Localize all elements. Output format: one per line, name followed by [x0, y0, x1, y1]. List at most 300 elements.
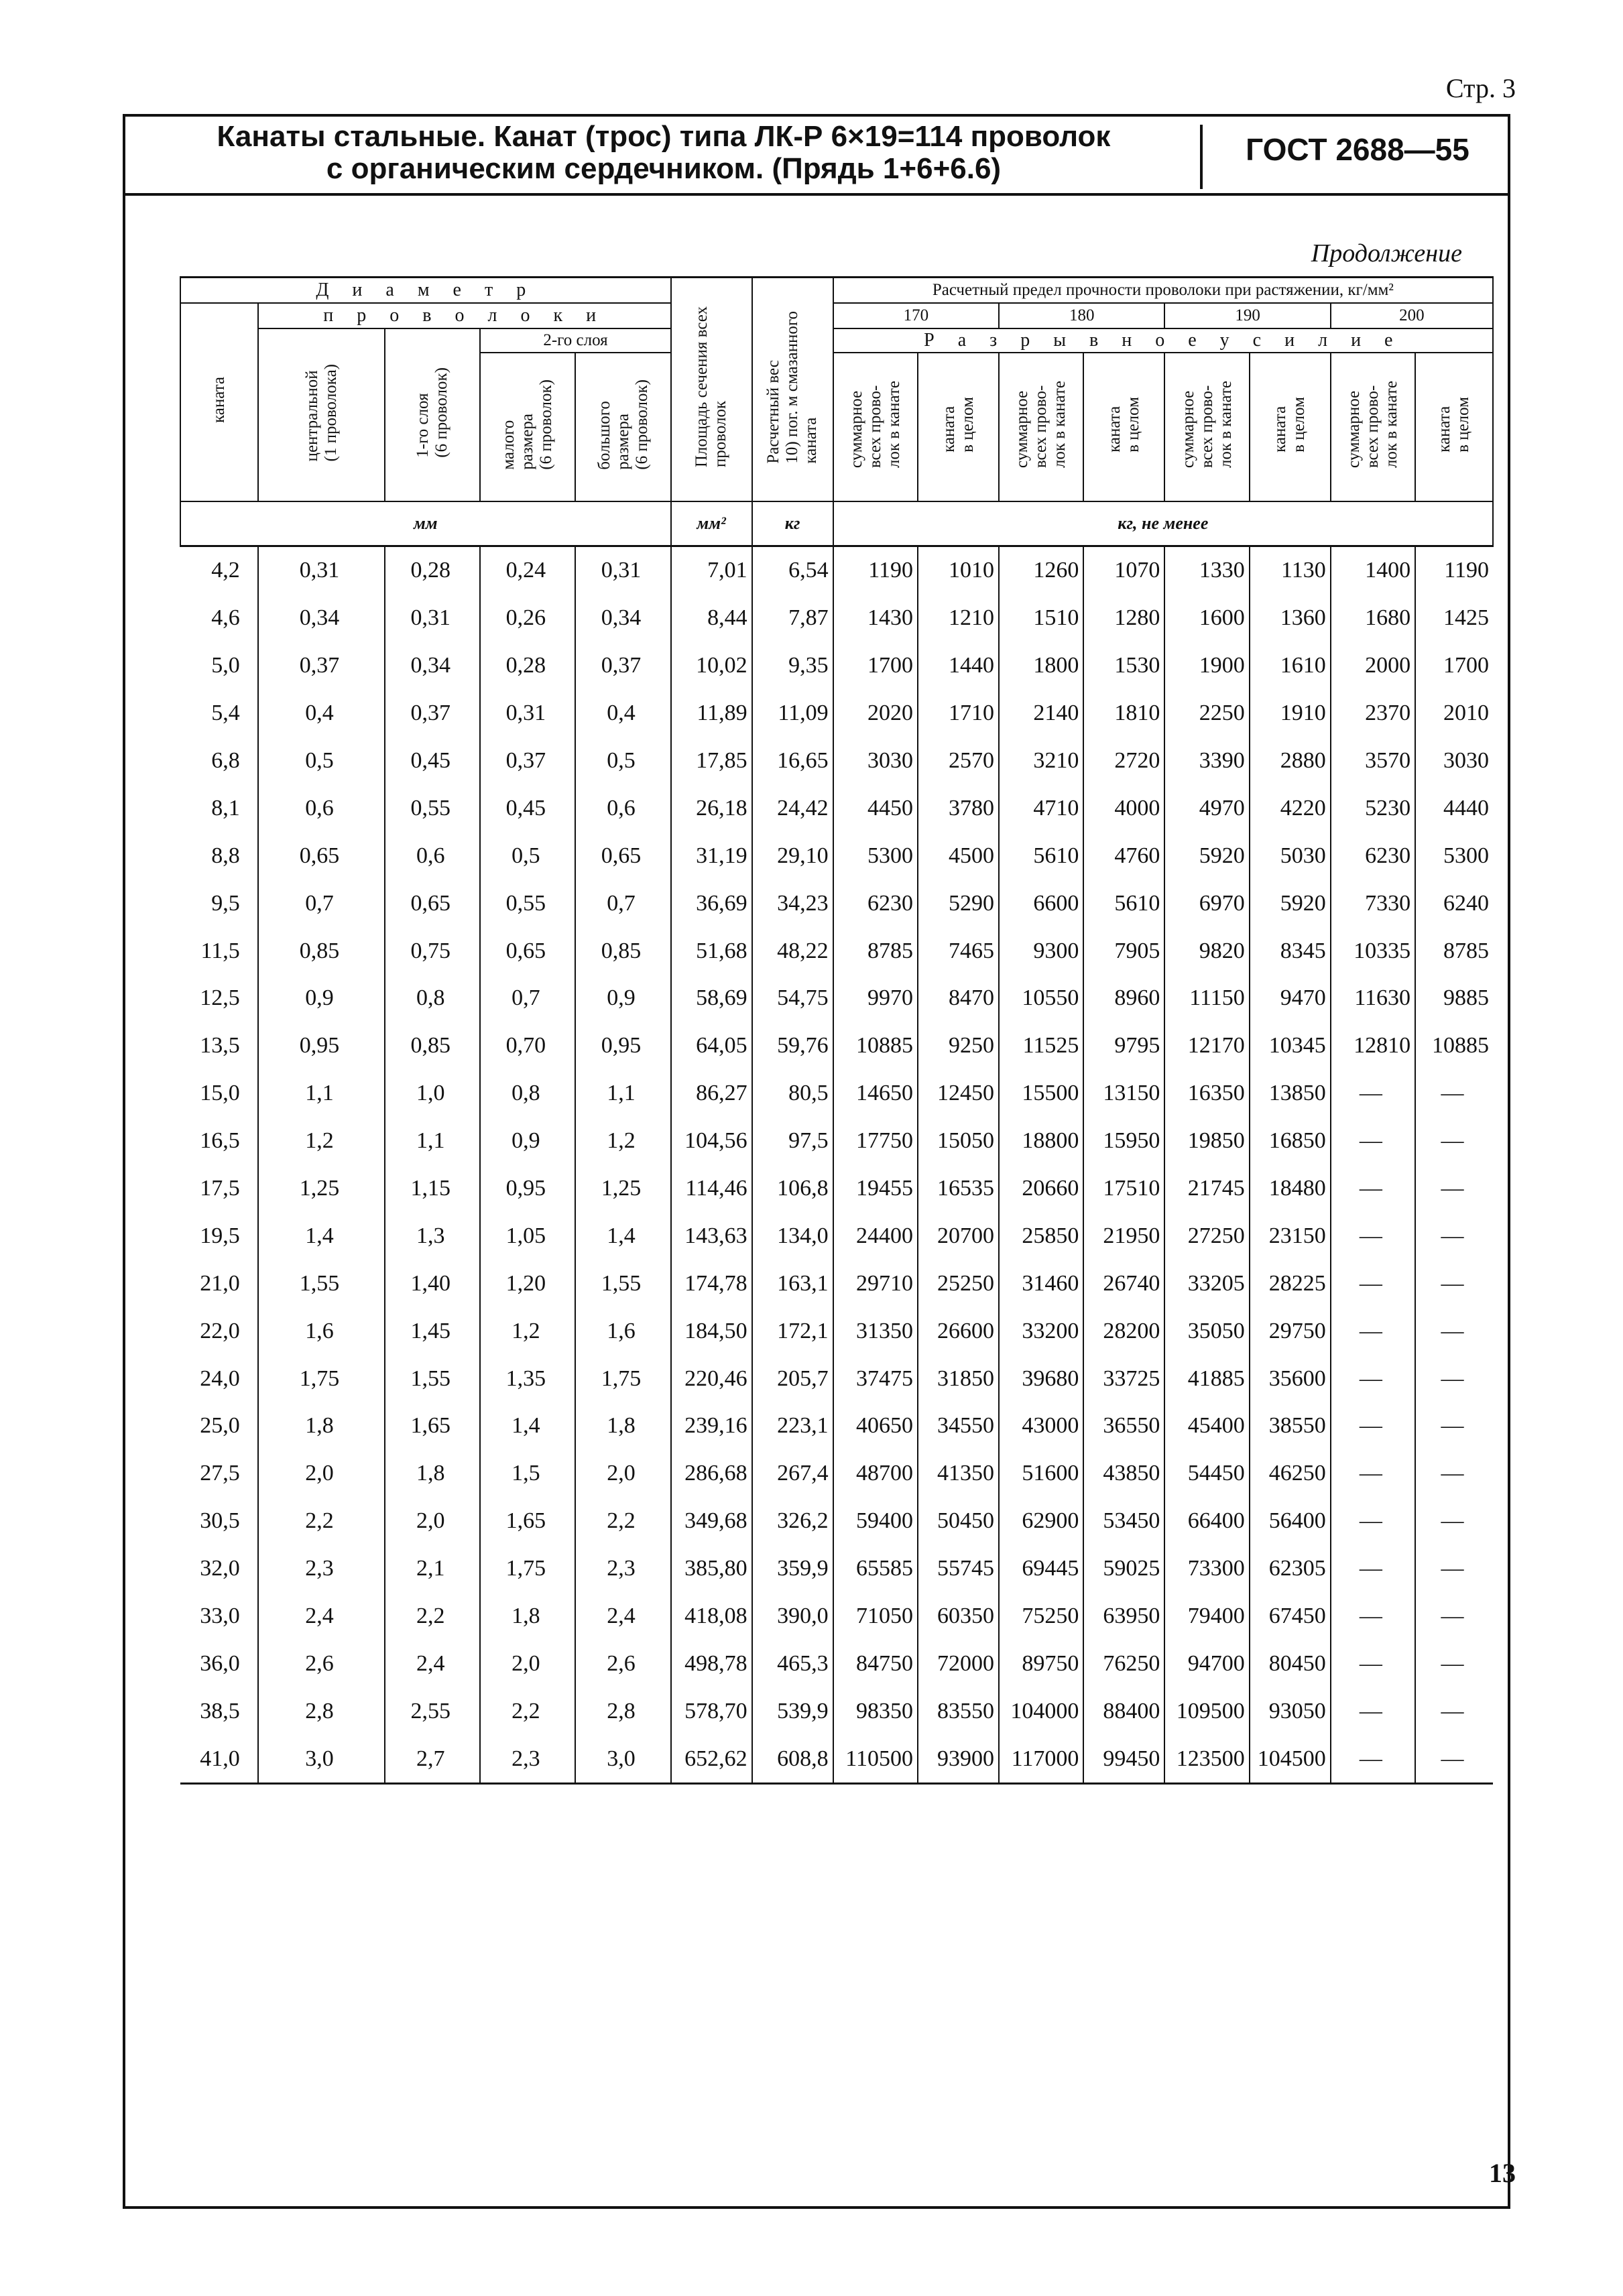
table-cell: 16,5 [200, 1128, 240, 1154]
table-cell: 0,95 [575, 1022, 670, 1070]
table-cell: 0,5 [258, 737, 385, 785]
table-cell: 8785 [833, 927, 918, 975]
table-row [180, 1593, 1493, 1640]
table-cell: 2,0 [480, 1640, 575, 1687]
table-cell: 7,87 [752, 595, 833, 642]
table-cell: 13150 [1083, 1070, 1164, 1117]
table-cell: 2,3 [575, 1545, 670, 1593]
table-row [180, 1735, 1493, 1783]
table-cell: 29,10 [752, 832, 833, 880]
table-cell: 21,0 [200, 1270, 240, 1296]
table-cell: 46250 [1250, 1450, 1331, 1498]
table-cell: — [1415, 1498, 1493, 1545]
table-cell: 6230 [833, 880, 918, 927]
table-cell: 2020 [833, 690, 918, 737]
table-cell: — [1331, 1450, 1415, 1498]
table-cell: 26740 [1083, 1260, 1164, 1307]
table-cell: 6,54 [752, 546, 833, 595]
table-cell: 48700 [833, 1450, 918, 1498]
head-s180: 180 [999, 303, 1164, 328]
table-cell: 28225 [1250, 1260, 1331, 1307]
table-cell: 2,4 [575, 1593, 670, 1640]
table-cell: 1,65 [480, 1498, 575, 1545]
table-cell: 1,3 [385, 1212, 480, 1260]
table-cell: 19,5 [200, 1223, 240, 1248]
table-row [180, 784, 1493, 832]
head-s170: 170 [833, 303, 999, 328]
table-cell: 174,78 [671, 1260, 752, 1307]
page-number: 13 [1489, 2158, 1516, 2188]
table-cell: 0,7 [575, 880, 670, 927]
table-cell: 465,3 [752, 1640, 833, 1687]
table-cell: 31460 [999, 1260, 1083, 1307]
table-row [180, 1212, 1493, 1260]
table-cell: 31850 [918, 1355, 999, 1402]
head-layer2: 2-го слоя [480, 328, 670, 353]
table-cell: 498,78 [671, 1640, 752, 1687]
table-cell: 34,23 [752, 880, 833, 927]
table-cell: 1,35 [480, 1355, 575, 1402]
table-cell: 36,69 [671, 880, 752, 927]
head-whole-200: каната в целом [1415, 353, 1493, 501]
table-cell: 79400 [1164, 1593, 1249, 1640]
table-cell: 418,08 [671, 1593, 752, 1640]
table-cell: 1440 [918, 642, 999, 690]
table-cell: 19455 [833, 1165, 918, 1213]
table-cell: 0,65 [258, 832, 385, 880]
table-cell: 0,85 [258, 927, 385, 975]
page-label: Стр. 3 [1445, 73, 1516, 103]
table-cell: 539,9 [752, 1687, 833, 1735]
table-cell: 3210 [999, 737, 1083, 785]
table-cell: 220,46 [671, 1355, 752, 1402]
head-total-190: суммарное всех прово- лок в канате [1164, 353, 1249, 501]
table-cell: 71050 [833, 1593, 918, 1640]
table-cell: 41885 [1164, 1355, 1249, 1402]
table-cell: 1810 [1083, 690, 1164, 737]
table-cell: 7465 [918, 927, 999, 975]
table-cell: 25250 [918, 1260, 999, 1307]
table-cell: 205,7 [752, 1355, 833, 1402]
table-cell: 21950 [1083, 1212, 1164, 1260]
table-cell: 11,5 [200, 938, 240, 963]
table-cell: 10,02 [671, 642, 752, 690]
table-cell: 37475 [833, 1355, 918, 1402]
table-cell: 58,69 [671, 975, 752, 1022]
table-cell: 6,8 [211, 748, 240, 773]
table-cell: 2,8 [575, 1687, 670, 1735]
table-cell: 1710 [918, 690, 999, 737]
table-cell: 0,9 [480, 1117, 575, 1165]
table-cell: 1510 [999, 595, 1083, 642]
table-cell: 3,0 [258, 1735, 385, 1783]
table-cell: — [1415, 1640, 1493, 1687]
table-cell: 5290 [918, 880, 999, 927]
table-cell: 36,0 [200, 1650, 240, 1676]
head-strength: Расчетный предел прочности проволоки при растяжении, кг/мм² [833, 278, 1493, 304]
table-cell: — [1331, 1687, 1415, 1735]
table-row [180, 1355, 1493, 1402]
table-cell: 1900 [1164, 642, 1249, 690]
table-cell: 104500 [1250, 1735, 1331, 1783]
table-row [180, 880, 1493, 927]
table-cell: 4970 [1164, 784, 1249, 832]
table-cell: 59025 [1083, 1545, 1164, 1593]
table-cell: 17510 [1083, 1165, 1164, 1213]
table-cell: 104,56 [671, 1117, 752, 1165]
table-cell: 1,55 [385, 1355, 480, 1402]
table-cell: 2,3 [258, 1545, 385, 1593]
table-row [180, 642, 1493, 690]
table-cell: 1910 [1250, 690, 1331, 737]
table-cell: 0,95 [480, 1165, 575, 1213]
table-cell: 1,45 [385, 1307, 480, 1355]
table-cell: 9885 [1415, 975, 1493, 1022]
head-total-170: суммарное всех прово- лок в канате [833, 353, 918, 501]
table-cell: 1,2 [258, 1117, 385, 1165]
table-cell: 30,5 [200, 1508, 240, 1534]
frame-bottom-rule [123, 2206, 1510, 2209]
table-cell: 1,75 [480, 1545, 575, 1593]
table-cell: 0,37 [480, 737, 575, 785]
table-cell: 24,0 [200, 1366, 240, 1391]
table-cell: 48,22 [752, 927, 833, 975]
table-cell: 94700 [1164, 1640, 1249, 1687]
table-cell: 1,8 [258, 1402, 385, 1450]
table-cell: 54450 [1164, 1450, 1249, 1498]
table-cell: — [1331, 1640, 1415, 1687]
table-cell: 1425 [1415, 595, 1493, 642]
table-cell: 1260 [999, 546, 1083, 595]
table-cell: 1280 [1083, 595, 1164, 642]
table-cell: 33205 [1164, 1260, 1249, 1307]
table-cell: 67450 [1250, 1593, 1331, 1640]
table-cell: 7,01 [671, 546, 752, 595]
table-cell: 2,3 [480, 1735, 575, 1783]
table-cell: 0,9 [575, 975, 670, 1022]
table-cell: 3570 [1331, 737, 1415, 785]
table-cell: 4760 [1083, 832, 1164, 880]
head-total-200: суммарное всех прово- лок в канате [1331, 353, 1415, 501]
table-cell: 0,34 [258, 595, 385, 642]
table-cell: 54,75 [752, 975, 833, 1022]
table-cell: 9,35 [752, 642, 833, 690]
head-layer1: 1-го слоя (6 проволок) [385, 328, 480, 501]
table-cell: 80450 [1250, 1640, 1331, 1687]
table-cell: 1070 [1083, 546, 1164, 595]
table-cell: 1610 [1250, 642, 1331, 690]
table-cell: 17750 [833, 1117, 918, 1165]
table-cell: 29750 [1250, 1307, 1331, 1355]
table-cell: 385,80 [671, 1545, 752, 1593]
table-cell: 0,26 [480, 595, 575, 642]
head-small: малого размера (6 проволок) [480, 353, 575, 501]
table-cell: 4,2 [180, 546, 258, 595]
table-cell: 1,4 [258, 1212, 385, 1260]
table-row [180, 1545, 1493, 1593]
table-cell: 66400 [1164, 1498, 1249, 1545]
table-cell: 16535 [918, 1165, 999, 1213]
table-cell: 4710 [999, 784, 1083, 832]
unit-mm2: мм² [671, 501, 752, 546]
table-cell: 10885 [1415, 1022, 1493, 1070]
table-cell: 99450 [1083, 1735, 1164, 1783]
table-cell: 0,5 [480, 832, 575, 880]
table-cell: 43000 [999, 1402, 1083, 1450]
table-cell: 110500 [833, 1735, 918, 1783]
table-cell: 0,75 [385, 927, 480, 975]
table-cell: 12450 [918, 1070, 999, 1117]
table-cell: 41,0 [180, 1735, 258, 1783]
head-break-force: Р а з р ы в н о е у с и л и е [833, 328, 1493, 353]
table-cell: 8470 [918, 975, 999, 1022]
table-cell: 25,0 [200, 1413, 240, 1439]
table-cell: 0,24 [480, 546, 575, 595]
table-cell: 2250 [1164, 690, 1249, 737]
table-row [180, 1640, 1493, 1687]
table-row [180, 690, 1493, 737]
table-cell: 33,0 [200, 1604, 240, 1629]
table-cell: 35050 [1164, 1307, 1249, 1355]
table-cell: 56400 [1250, 1498, 1331, 1545]
table-cell: 0,8 [480, 1070, 575, 1117]
table-cell: 27250 [1164, 1212, 1249, 1260]
table-cell: — [1331, 1593, 1415, 1640]
table-cell: 18480 [1250, 1165, 1331, 1213]
table-cell: 26600 [918, 1307, 999, 1355]
unit-kg: кг [752, 501, 833, 546]
table-cell: 31350 [833, 1307, 918, 1355]
table-cell: 62305 [1250, 1545, 1331, 1593]
table-cell: 0,37 [258, 642, 385, 690]
table-cell: 12,5 [200, 985, 240, 1011]
table-cell: 608,8 [752, 1735, 833, 1783]
table-cell: 27,5 [200, 1461, 240, 1486]
table-cell: 1,1 [575, 1070, 670, 1117]
table-cell: 2,7 [385, 1735, 480, 1783]
table-cell: 28200 [1083, 1307, 1164, 1355]
table-cell: 2,4 [385, 1640, 480, 1687]
table-cell: 0,65 [480, 927, 575, 975]
table-cell: 1700 [1415, 642, 1493, 690]
table-cell: 0,37 [575, 642, 670, 690]
table-cell: 93050 [1250, 1687, 1331, 1735]
table-cell: 63950 [1083, 1593, 1164, 1640]
table-cell: 1,6 [575, 1307, 670, 1355]
table-row [180, 1687, 1493, 1735]
table-cell: 0,6 [385, 832, 480, 880]
table-row [180, 1450, 1493, 1498]
table-cell: 16350 [1164, 1070, 1249, 1117]
table-cell: 1,4 [480, 1402, 575, 1450]
table-body [180, 546, 1493, 1784]
table-cell: 3390 [1164, 737, 1249, 785]
frame-right-rule [1508, 114, 1510, 2209]
table-cell: 39680 [999, 1355, 1083, 1402]
table-cell: 10550 [999, 975, 1083, 1022]
table-cell: — [1331, 1307, 1415, 1355]
table-cell: — [1415, 1450, 1493, 1498]
table-cell: 15500 [999, 1070, 1083, 1117]
table-cell: 390,0 [752, 1593, 833, 1640]
table-cell: 16,65 [752, 737, 833, 785]
table-row [180, 595, 1493, 642]
head-area: Площадь сечения всех проволок [671, 278, 752, 502]
table-cell: 33200 [999, 1307, 1083, 1355]
table-cell: 43850 [1083, 1450, 1164, 1498]
table-cell: 24400 [833, 1212, 918, 1260]
head-s190: 190 [1164, 303, 1330, 328]
unit-mm: мм [180, 501, 671, 546]
table-cell: 33725 [1083, 1355, 1164, 1402]
table-cell: 2,0 [258, 1450, 385, 1498]
header-divider [1200, 125, 1203, 189]
head-large: большого размера (6 проволок) [575, 353, 670, 501]
table-cell: 8,44 [671, 595, 752, 642]
table-cell: 13850 [1250, 1070, 1331, 1117]
table-cell: 51600 [999, 1450, 1083, 1498]
table-row [180, 1402, 1493, 1450]
table-cell: 9795 [1083, 1022, 1164, 1070]
frame-left-rule [123, 114, 125, 2209]
table-cell: 12810 [1331, 1022, 1415, 1070]
table-cell: — [1331, 1545, 1415, 1593]
table-cell: 0,7 [480, 975, 575, 1022]
table-cell: 4,6 [211, 605, 240, 631]
table-cell: 0,31 [480, 690, 575, 737]
table-cell: — [1331, 1402, 1415, 1450]
table-cell: 349,68 [671, 1498, 752, 1545]
table-cell: 75250 [999, 1593, 1083, 1640]
table-cell: — [1415, 1355, 1493, 1402]
table-cell: 5610 [1083, 880, 1164, 927]
table-cell: 32,0 [200, 1556, 240, 1581]
table-cell: 1,8 [575, 1402, 670, 1450]
table-cell: 11525 [999, 1022, 1083, 1070]
table-cell: 5300 [1415, 832, 1493, 880]
table-cell: — [1331, 1498, 1415, 1545]
table-cell: 2,0 [575, 1450, 670, 1498]
table-cell: 2,55 [385, 1687, 480, 1735]
table-cell: 11,09 [752, 690, 833, 737]
table-cell: 267,4 [752, 1450, 833, 1498]
table-cell: 2880 [1250, 737, 1331, 785]
table-cell: 0,9 [258, 975, 385, 1022]
table-cell: 65585 [833, 1545, 918, 1593]
continued-label: Продолжение [1311, 239, 1462, 267]
table-cell: 1530 [1083, 642, 1164, 690]
table-cell: 1,55 [575, 1260, 670, 1307]
table-cell: 1700 [833, 642, 918, 690]
table-cell: 286,68 [671, 1450, 752, 1498]
table-cell: 88400 [1083, 1687, 1164, 1735]
table-cell: 20700 [918, 1212, 999, 1260]
table-cell: 98350 [833, 1687, 918, 1735]
table-cell: 106,8 [752, 1165, 833, 1213]
table-cell: 76250 [1083, 1640, 1164, 1687]
table-cell: 1,1 [258, 1070, 385, 1117]
table-cell: 0,55 [385, 784, 480, 832]
table-cell: 1,1 [385, 1117, 480, 1165]
table-cell: 2140 [999, 690, 1083, 737]
table-cell: 1,55 [258, 1260, 385, 1307]
table-row [180, 546, 1493, 595]
head-total-180: суммарное всех прово- лок в канате [999, 353, 1083, 501]
table-cell: 10345 [1250, 1022, 1331, 1070]
table-cell: 1,2 [480, 1307, 575, 1355]
table-cell: 1,75 [575, 1355, 670, 1402]
table-cell: 11150 [1164, 975, 1249, 1022]
table-cell: — [1331, 1355, 1415, 1402]
table-cell: 134,0 [752, 1212, 833, 1260]
head-s200: 200 [1331, 303, 1493, 328]
table-cell: 5300 [833, 832, 918, 880]
table-cell: 26,18 [671, 784, 752, 832]
table-row [180, 1165, 1493, 1213]
table-cell: 15050 [918, 1117, 999, 1165]
table-cell: 0,31 [385, 595, 480, 642]
table-cell: 89750 [999, 1640, 1083, 1687]
table-cell: 1800 [999, 642, 1083, 690]
table-cell: 13,5 [200, 1033, 240, 1059]
table-cell: 2,2 [480, 1687, 575, 1735]
table-cell: 1,65 [385, 1402, 480, 1450]
table-cell: 72000 [918, 1640, 999, 1687]
table-cell: 1,75 [258, 1355, 385, 1402]
table-cell: — [1415, 1260, 1493, 1307]
table-cell: — [1415, 1593, 1493, 1640]
table-cell: — [1331, 1260, 1415, 1307]
table-cell: 2,6 [575, 1640, 670, 1687]
table-cell: — [1415, 1687, 1493, 1735]
table-cell: 1400 [1331, 546, 1415, 595]
table-cell: — [1331, 1735, 1415, 1783]
table-cell: 5030 [1250, 832, 1331, 880]
table-cell: 17,85 [671, 737, 752, 785]
table-cell: 11630 [1331, 975, 1415, 1022]
table-cell: 2720 [1083, 737, 1164, 785]
standard-code: ГОСТ 2688—55 [1246, 132, 1469, 167]
table-cell: 0,5 [575, 737, 670, 785]
table-cell: 41350 [918, 1450, 999, 1498]
table-cell: 1,40 [385, 1260, 480, 1307]
table-cell: 8,1 [211, 795, 240, 821]
table-cell: 0,28 [480, 642, 575, 690]
table-cell: 64,05 [671, 1022, 752, 1070]
table-cell: 2,2 [258, 1498, 385, 1545]
table-cell: 51,68 [671, 927, 752, 975]
table-cell: 80,5 [752, 1070, 833, 1117]
table-cell: 17,5 [200, 1176, 240, 1201]
table-cell: 5920 [1250, 880, 1331, 927]
table-cell: 40650 [833, 1402, 918, 1450]
table-cell: 2,8 [258, 1687, 385, 1735]
table-cell: 1330 [1164, 546, 1249, 595]
table-cell: 0,95 [258, 1022, 385, 1070]
table-cell: 1210 [918, 595, 999, 642]
table-cell: 38550 [1250, 1402, 1331, 1450]
table-cell: 86,27 [671, 1070, 752, 1117]
table-cell: 0,55 [480, 880, 575, 927]
table-cell: 114,46 [671, 1165, 752, 1213]
table-cell: 6970 [1164, 880, 1249, 927]
head-whole-190: каната в целом [1250, 353, 1331, 501]
table-cell: 59400 [833, 1498, 918, 1545]
table-cell: — [1415, 1402, 1493, 1450]
table-cell: 4450 [833, 784, 918, 832]
table-cell: 5,0 [211, 653, 240, 678]
table-cell: 1600 [1164, 595, 1249, 642]
